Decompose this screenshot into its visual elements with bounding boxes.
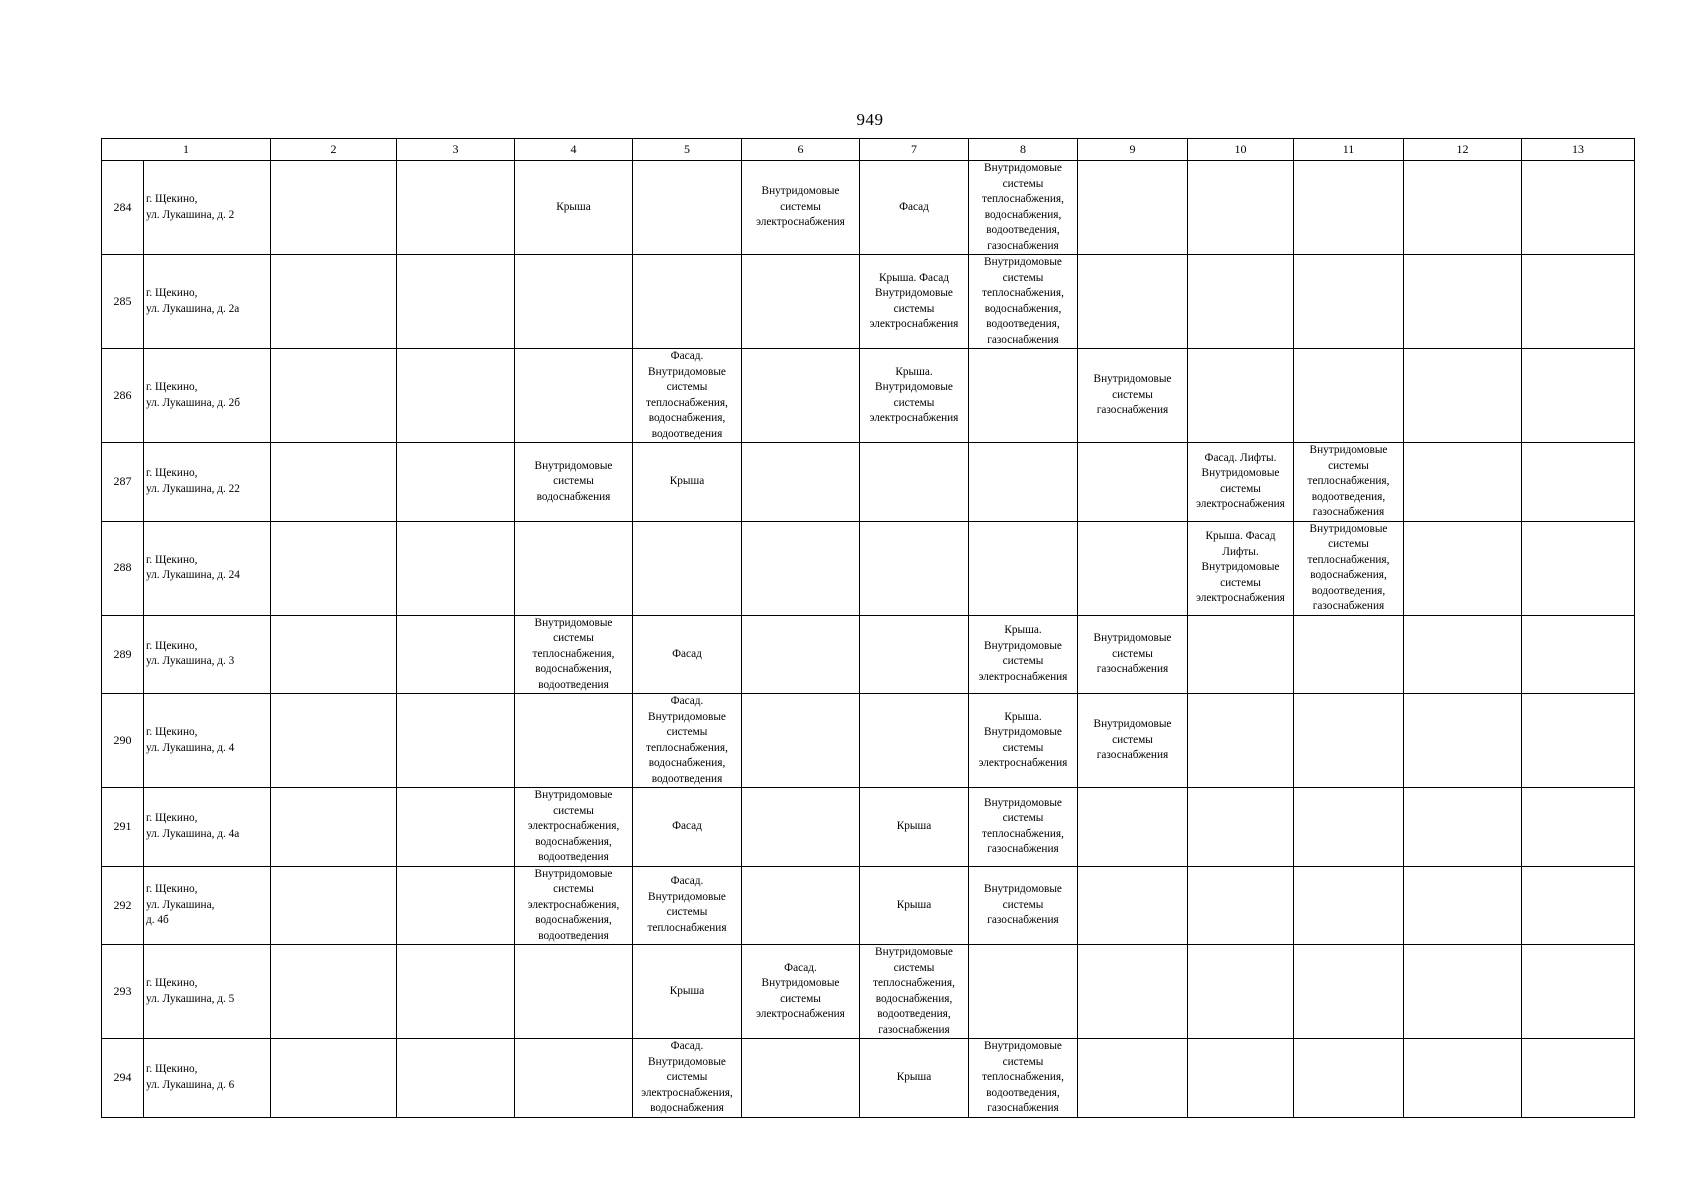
work-cell-col-6 — [742, 443, 860, 522]
work-cell-col-10 — [1188, 1039, 1294, 1118]
address-cell: г. Щекино, ул. Лукашина, д. 22 — [144, 443, 271, 522]
row-number: 287 — [102, 443, 144, 522]
column-number-10: 10 — [1188, 139, 1294, 161]
column-number-8: 8 — [969, 139, 1078, 161]
work-cell-col-13 — [1522, 694, 1635, 788]
work-cell-col-13 — [1522, 945, 1635, 1039]
work-cell-col-8: Внутридомовые системы газоснабжения — [969, 866, 1078, 945]
address-cell: г. Щекино, ул. Лукашина, д. 2а — [144, 255, 271, 349]
work-cell-col-4: Внутридомовые системы водоснабжения — [515, 443, 633, 522]
work-cell-col-7 — [860, 615, 969, 694]
work-cell-col-5: Фасад. Внутридомовые системы теплоснабжения, водоснабжения, водоотведения — [633, 349, 742, 443]
table-row — [102, 694, 1635, 788]
work-cell-col-8: Крыша. Внутридомовые системы электроснабжения — [969, 694, 1078, 788]
work-cell-col-6 — [742, 694, 860, 788]
work-cell-col-5: Фасад. Внутридомовые системы электроснабжения, водоснабжения — [633, 1039, 742, 1118]
column-number-1: 1 — [102, 139, 271, 161]
work-cell-col-3 — [397, 1039, 515, 1118]
row-number: 285 — [102, 255, 144, 349]
address-cell: г. Щекино, ул. Лукашина, д. 6 — [144, 1039, 271, 1118]
column-number-row — [102, 139, 1635, 161]
work-cell-col-7 — [860, 443, 969, 522]
work-cell-col-5 — [633, 255, 742, 349]
work-cell-col-2 — [271, 255, 397, 349]
column-number-12: 12 — [1404, 139, 1522, 161]
table-row — [102, 161, 1635, 255]
work-cell-col-5 — [633, 521, 742, 615]
work-cell-col-4 — [515, 945, 633, 1039]
work-cell-col-9 — [1078, 866, 1188, 945]
address-cell: г. Щекино, ул. Лукашина, д. 24 — [144, 521, 271, 615]
work-cell-col-4: Крыша — [515, 161, 633, 255]
work-cell-col-3 — [397, 615, 515, 694]
work-cell-col-12 — [1404, 161, 1522, 255]
work-cell-col-8: Внутридомовые системы теплоснабжения, газоснабжения — [969, 788, 1078, 867]
work-cell-col-9 — [1078, 521, 1188, 615]
work-cell-col-3 — [397, 945, 515, 1039]
work-cell-col-12 — [1404, 945, 1522, 1039]
work-cell-col-12 — [1404, 255, 1522, 349]
work-cell-col-12 — [1404, 443, 1522, 522]
work-cell-col-9 — [1078, 255, 1188, 349]
work-cell-col-3 — [397, 866, 515, 945]
table-row — [102, 945, 1635, 1039]
work-cell-col-6 — [742, 1039, 860, 1118]
work-cell-col-5: Крыша — [633, 945, 742, 1039]
work-cell-col-5: Фасад — [633, 788, 742, 867]
work-cell-col-7: Фасад — [860, 161, 969, 255]
work-cell-col-5: Фасад. Внутридомовые системы теплоснабжения, водоснабжения, водоотведения — [633, 694, 742, 788]
work-cell-col-9 — [1078, 788, 1188, 867]
work-cell-col-6 — [742, 349, 860, 443]
work-cell-col-9 — [1078, 161, 1188, 255]
work-cell-col-2 — [271, 349, 397, 443]
work-cell-col-10 — [1188, 161, 1294, 255]
work-cell-col-3 — [397, 521, 515, 615]
work-cell-col-8: Внутридомовые системы теплоснабжения, водоснабжения, водоотведения, газоснабжения — [969, 161, 1078, 255]
work-cell-col-6 — [742, 615, 860, 694]
work-cell-col-2 — [271, 521, 397, 615]
work-cell-col-11 — [1294, 161, 1404, 255]
work-cell-col-4: Внутридомовые системы электроснабжения, водоснабжения, водоотведения — [515, 788, 633, 867]
row-number: 288 — [102, 521, 144, 615]
work-cell-col-3 — [397, 161, 515, 255]
row-number: 294 — [102, 1039, 144, 1118]
repair-schedule-table — [101, 138, 1635, 1118]
work-cell-col-12 — [1404, 788, 1522, 867]
work-cell-col-13 — [1522, 255, 1635, 349]
work-cell-col-11 — [1294, 945, 1404, 1039]
work-cell-col-7: Крыша — [860, 866, 969, 945]
work-cell-col-12 — [1404, 1039, 1522, 1118]
row-number: 289 — [102, 615, 144, 694]
work-cell-col-13 — [1522, 615, 1635, 694]
work-cell-col-6: Внутридомовые системы электроснабжения — [742, 161, 860, 255]
column-number-7: 7 — [860, 139, 969, 161]
work-cell-col-3 — [397, 694, 515, 788]
work-cell-col-2 — [271, 788, 397, 867]
work-cell-col-6 — [742, 788, 860, 867]
work-cell-col-3 — [397, 788, 515, 867]
work-cell-col-12 — [1404, 521, 1522, 615]
column-number-11: 11 — [1294, 139, 1404, 161]
table-row — [102, 866, 1635, 945]
work-cell-col-8 — [969, 349, 1078, 443]
work-cell-col-2 — [271, 945, 397, 1039]
column-number-6: 6 — [742, 139, 860, 161]
work-cell-col-8 — [969, 443, 1078, 522]
work-cell-col-8 — [969, 521, 1078, 615]
work-cell-col-11 — [1294, 866, 1404, 945]
work-cell-col-10 — [1188, 255, 1294, 349]
work-cell-col-3 — [397, 255, 515, 349]
work-cell-col-4 — [515, 521, 633, 615]
work-cell-col-10 — [1188, 349, 1294, 443]
work-cell-col-9: Внутридомовые системы газоснабжения — [1078, 349, 1188, 443]
work-cell-col-6 — [742, 521, 860, 615]
work-cell-col-10 — [1188, 788, 1294, 867]
work-cell-col-11 — [1294, 255, 1404, 349]
work-cell-col-10 — [1188, 615, 1294, 694]
work-cell-col-2 — [271, 866, 397, 945]
page-number: 949 — [856, 110, 884, 129]
table-row — [102, 349, 1635, 443]
work-cell-col-12 — [1404, 694, 1522, 788]
work-cell-col-5: Крыша — [633, 443, 742, 522]
work-cell-col-9 — [1078, 443, 1188, 522]
work-cell-col-4 — [515, 255, 633, 349]
work-cell-col-11 — [1294, 694, 1404, 788]
address-cell: г. Щекино, ул. Лукашина, д. 4б — [144, 866, 271, 945]
work-cell-col-13 — [1522, 349, 1635, 443]
work-cell-col-13 — [1522, 161, 1635, 255]
row-number: 293 — [102, 945, 144, 1039]
work-cell-col-8: Крыша. Внутридомовые системы электроснабжения — [969, 615, 1078, 694]
work-cell-col-13 — [1522, 788, 1635, 867]
work-cell-col-10 — [1188, 866, 1294, 945]
work-cell-col-6 — [742, 255, 860, 349]
work-cell-col-7: Крыша — [860, 1039, 969, 1118]
work-cell-col-11 — [1294, 1039, 1404, 1118]
work-cell-col-12 — [1404, 349, 1522, 443]
work-cell-col-13 — [1522, 443, 1635, 522]
work-cell-col-12 — [1404, 615, 1522, 694]
column-number-5: 5 — [633, 139, 742, 161]
table-row — [102, 443, 1635, 522]
row-number: 292 — [102, 866, 144, 945]
row-number: 284 — [102, 161, 144, 255]
work-cell-col-5 — [633, 161, 742, 255]
work-cell-col-10 — [1188, 694, 1294, 788]
work-cell-col-3 — [397, 349, 515, 443]
work-cell-col-5: Фасад — [633, 615, 742, 694]
work-cell-col-13 — [1522, 866, 1635, 945]
table-row — [102, 788, 1635, 867]
work-cell-col-2 — [271, 1039, 397, 1118]
address-cell: г. Щекино, ул. Лукашина, д. 2б — [144, 349, 271, 443]
work-cell-col-5: Фасад. Внутридомовые системы теплоснабжения — [633, 866, 742, 945]
work-cell-col-9 — [1078, 945, 1188, 1039]
column-number-13: 13 — [1522, 139, 1635, 161]
work-cell-col-7: Внутридомовые системы теплоснабжения, водоснабжения, водоотведения, газоснабжения — [860, 945, 969, 1039]
work-cell-col-11 — [1294, 615, 1404, 694]
table-row — [102, 615, 1635, 694]
table-row — [102, 255, 1635, 349]
work-cell-col-7 — [860, 694, 969, 788]
work-cell-col-7: Крыша. Внутридомовые системы электроснабжения — [860, 349, 969, 443]
work-cell-col-11: Внутридомовые системы теплоснабжения, водоотведения, газоснабжения — [1294, 443, 1404, 522]
work-cell-col-2 — [271, 694, 397, 788]
work-cell-col-9 — [1078, 1039, 1188, 1118]
work-cell-col-11: Внутридомовые системы теплоснабжения, водоснабжения, водоотведения, газоснабжения — [1294, 521, 1404, 615]
work-cell-col-4 — [515, 1039, 633, 1118]
work-cell-col-2 — [271, 443, 397, 522]
work-cell-col-10 — [1188, 945, 1294, 1039]
column-number-9: 9 — [1078, 139, 1188, 161]
address-cell: г. Щекино, ул. Лукашина, д. 2 — [144, 161, 271, 255]
row-number: 290 — [102, 694, 144, 788]
work-cell-col-9: Внутридомовые системы газоснабжения — [1078, 615, 1188, 694]
work-cell-col-2 — [271, 161, 397, 255]
work-cell-col-13 — [1522, 521, 1635, 615]
address-cell: г. Щекино, ул. Лукашина, д. 4а — [144, 788, 271, 867]
work-cell-col-4: Внутридомовые системы электроснабжения, водоснабжения, водоотведения — [515, 866, 633, 945]
work-cell-col-7: Крыша — [860, 788, 969, 867]
work-cell-col-8: Внутридомовые системы теплоснабжения, водоотведения, газоснабжения — [969, 1039, 1078, 1118]
row-number: 291 — [102, 788, 144, 867]
work-cell-col-2 — [271, 615, 397, 694]
work-cell-col-11 — [1294, 788, 1404, 867]
work-cell-col-10: Фасад. Лифты. Внутридомовые системы электроснабжения — [1188, 443, 1294, 522]
row-number: 286 — [102, 349, 144, 443]
work-cell-col-4: Внутридомовые системы теплоснабжения, водоснабжения, водоотведения — [515, 615, 633, 694]
work-cell-col-7 — [860, 521, 969, 615]
work-cell-col-11 — [1294, 349, 1404, 443]
column-number-2: 2 — [271, 139, 397, 161]
address-cell: г. Щекино, ул. Лукашина, д. 5 — [144, 945, 271, 1039]
work-cell-col-7: Крыша. Фасад Внутридомовые системы электроснабжения — [860, 255, 969, 349]
address-cell: г. Щекино, ул. Лукашина, д. 4 — [144, 694, 271, 788]
column-number-4: 4 — [515, 139, 633, 161]
work-cell-col-8: Внутридомовые системы теплоснабжения, водоснабжения, водоотведения, газоснабжения — [969, 255, 1078, 349]
work-cell-col-6 — [742, 866, 860, 945]
work-cell-col-3 — [397, 443, 515, 522]
work-cell-col-10: Крыша. Фасад Лифты. Внутридомовые системы электроснабжения — [1188, 521, 1294, 615]
address-cell: г. Щекино, ул. Лукашина, д. 3 — [144, 615, 271, 694]
work-cell-col-13 — [1522, 1039, 1635, 1118]
work-cell-col-8 — [969, 945, 1078, 1039]
work-cell-col-4 — [515, 349, 633, 443]
table-row — [102, 1039, 1635, 1118]
work-cell-col-12 — [1404, 866, 1522, 945]
table-row — [102, 521, 1635, 615]
column-number-3: 3 — [397, 139, 515, 161]
work-cell-col-6: Фасад. Внутридомовые системы электроснабжения — [742, 945, 860, 1039]
work-cell-col-9: Внутридомовые системы газоснабжения — [1078, 694, 1188, 788]
work-cell-col-4 — [515, 694, 633, 788]
